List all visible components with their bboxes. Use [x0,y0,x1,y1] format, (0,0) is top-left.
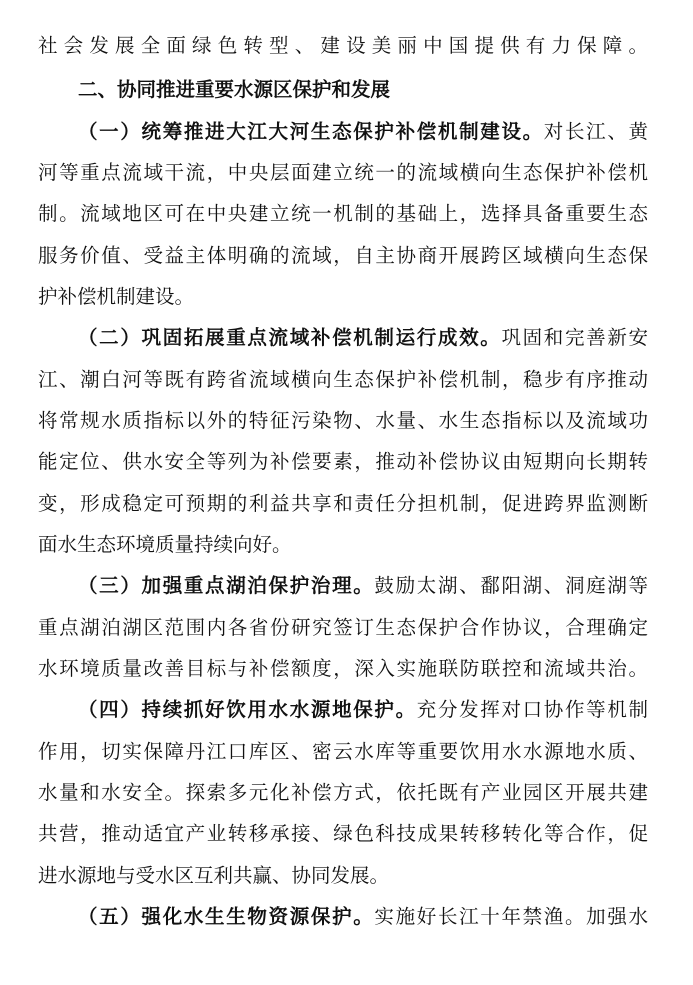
text-line [38,777,648,809]
line-text: 河等重点流域干流，中央层面建立统一的流域横向生态保护补偿机 [38,161,648,184]
line-text: 实施好长江十年禁渔。加强水 [374,905,648,928]
subsection-heading: （三）加强重点湖泊保护治理。 [78,574,375,597]
line-text: 重点湖泊湖区范围内各省份研究签订生态保护合作协议，合理确定 [38,616,648,639]
text-line [38,157,648,189]
subsection-heading: （五）强化水生生物资源保护。 [78,905,375,928]
paragraph-first-line [78,322,648,354]
text-line [38,736,648,768]
text-line [38,860,648,892]
line-text: 服务价值、受益主体明确的流域，自主协商开展跨区域横向生态保 [38,244,648,267]
line-text: 共营，推动适宜产业转移承接、绿色科技成果转移转化等合作，促 [38,822,648,845]
line-text: 作用，切实保障丹江口库区、密云水库等重要饮用水水源地水质、 [38,740,648,763]
line-text: 面水生态环境质量持续向好。 [38,533,292,556]
line-text: 水量和水安全。探索多元化补偿方式，依托既有产业园区开展共建 [38,781,648,804]
text-line [38,405,648,437]
line-text: 充分发挥对口协作等机制 [416,698,648,721]
text-line [38,653,648,685]
text-line [38,30,648,62]
text-line [38,818,648,850]
line-text: 水环境质量改善目标与补偿额度，深入实施联防联控和流域共治。 [38,657,648,680]
line-text: 鼓励太湖、鄱阳湖、洞庭湖等 [374,574,648,597]
line-text: 变，形成稳定可预期的利益共享和责任分担机制，促进跨界监测断 [38,492,648,515]
heading-text: 二、协同推进重要水源区保护和发展 [78,78,391,101]
subsection-heading: （四）持续抓好饮用水水源地保护。 [78,698,417,721]
paragraph-first-line [78,116,648,148]
text-line [38,364,648,396]
text-line [38,529,648,561]
paragraph-first-line [78,694,648,726]
line-text: 对长江、黄 [543,120,648,143]
subsection-heading: （一）统筹推进大江大河生态保护补偿机制建设。 [78,120,544,143]
line-text: 社会发展全面绿色转型、建设美丽中国提供有力保障。 [38,34,648,57]
text-line [38,612,648,644]
text-line [38,240,648,272]
subsection-heading: （二）巩固拓展重点流域补偿机制运行成效。 [78,326,502,349]
line-text: 护补偿机制建设。 [38,285,195,308]
line-text: 制。流域地区可在中央建立统一机制的基础上，选择具备重要生态 [38,202,648,225]
line-text: 江、潮白河等既有跨省流域横向生态保护补偿机制，稳步有序推动 [38,368,648,391]
line-text: 巩固和完善新安 [501,326,648,349]
paragraph-first-line [78,570,648,602]
text-line [38,488,648,520]
line-text: 能定位、供水安全等列为补偿要素，推动补偿协议由短期向长期转 [38,450,648,473]
text-line [38,281,648,313]
paragraph-first-line [78,901,648,933]
text-line [38,446,648,478]
section-heading [78,74,648,106]
text-line [38,198,648,230]
line-text: 将常规水质指标以外的特征污染物、水量、水生态指标以及流域功 [38,409,648,432]
line-text: 进水源地与受水区互利共赢、协同发展。 [38,864,390,887]
